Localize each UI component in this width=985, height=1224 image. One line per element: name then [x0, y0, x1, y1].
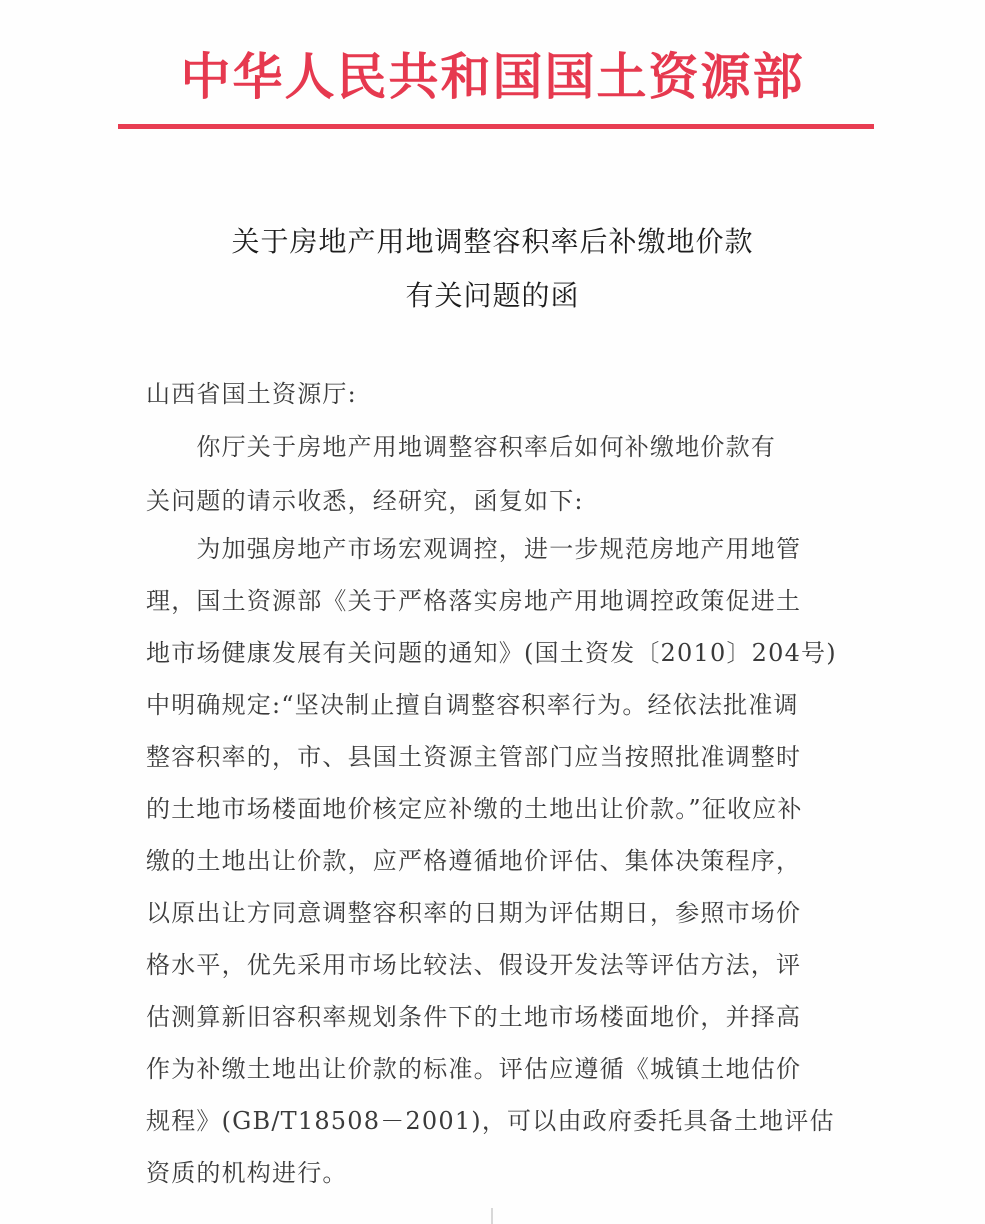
body-line-15: 资质的机构进行。: [146, 1159, 348, 1187]
body-line-1: 你厅关于房地产用地调整容积率后如何补缴地价款有: [146, 433, 776, 461]
body-line-9: 缴的土地出让价款，应严格遵循地价评估、集体决策程序，: [146, 847, 802, 875]
addressee: 山西省国土资源厅:: [146, 380, 357, 408]
body-line-8: 的土地市场楼面地价核定应补缴的土地出让价款。”征收应补: [146, 795, 803, 823]
body-line-2: 关问题的请示收悉，经研究，函复如下:: [146, 487, 584, 515]
body-line-5: 地市场健康发展有关问题的通知》(国土资发〔2010〕204号): [146, 639, 837, 667]
issuer-masthead: 中华人民共和国国土资源部: [180, 47, 805, 106]
body-line-14: 规程》(GB/T18508－2001)，可以由政府委托具备土地评估: [146, 1107, 835, 1135]
document-title-line-2: 有关问题的函: [405, 279, 580, 312]
body-line-4: 理，国土资源部《关于严格落实房地产用地调控政策促进土: [146, 587, 802, 615]
body-line-12: 估测算新旧容积率规划条件下的土地市场楼面地价，并择高: [146, 1003, 802, 1031]
body-line-7: 整容积率的，市、县国土资源主管部门应当按照批准调整时: [146, 743, 802, 771]
body-line-3: 为加强房地产市场宏观调控，进一步规范房地产用地管: [146, 535, 802, 563]
body-line-13: 作为补缴土地出让价款的标准。评估应遵循《城镇土地估价: [146, 1055, 802, 1083]
red-header-rule: [118, 124, 874, 129]
binding-mark: [491, 1208, 493, 1224]
body-line-11: 格水平，优先采用市场比较法、假设开发法等评估方法，评: [146, 951, 802, 979]
document-title-line-1: 关于房地产用地调整容积率后补缴地价款: [231, 225, 754, 258]
body-line-6: 中明确规定:“坚决制止擅自调整容积率行为。经依法批准调: [146, 691, 799, 719]
body-line-10: 以原出让方同意调整容积率的日期为评估期日，参照市场价: [146, 899, 802, 927]
